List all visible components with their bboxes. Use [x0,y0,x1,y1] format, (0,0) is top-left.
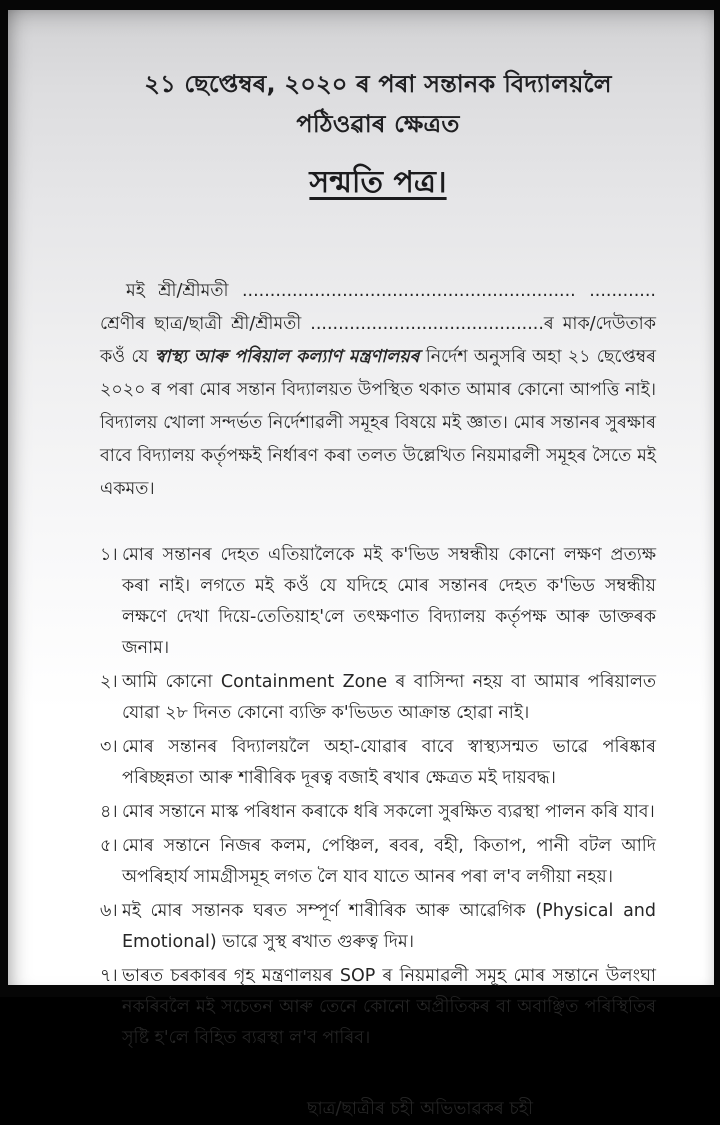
parent-name-blank-dotted-line: .......................................... [310,314,544,334]
rule-item-1 [100,540,656,664]
rule-item-4 [100,797,656,828]
document-content [8,10,714,1125]
rule-text: মই মোৰ সন্তানক ঘৰত সম্পূৰ্ণ শাৰীৰিক আৰু আৱেগিক (Physical and Emotional) ভাৱে সুস্থ ৰখাত গুৰুত্ব দিম। [122,901,656,952]
rules-list [100,540,656,1054]
rule-text: ভাৰত চৰকাৰৰ গৃহ মন্ত্ৰণালয়ৰ SOP ৰ নিয়মাৱলী সমূহ মোৰ সন্তানে উলংঘা নকৰিবলৈ মই সচেতন আৰু তেনে কোনো অপ্ৰীতিকৰ বা অবাঞ্ছিত পৰিস্থিতিৰ সৃষ্টি হ'লে বিহিত ব্যৱস্থা ল'ব পাৰিব। [122,966,656,1048]
signature-row [100,1096,656,1125]
rule-item-7 [100,961,656,1054]
name-blank-dotted-line: ............................................................ [241,281,576,301]
rule-text: মোৰ সন্তানৰ দেহত এতিয়ালৈকে মই ক'ভিড সম্বন্ধীয় কোনো লক্ষণ প্ৰত্যক্ষ কৰা নাই। লগতে মই কওঁ যে যদিহে মোৰ সন্তানৰ দেহত ক'ভিড সম্বন্ধীয় লক্ষণে দেখা দিয়ে-তেতিয়াহ'লে তৎক্ষণাত বিদ্যালয় কৰ্তৃপক্ষ আৰু ডাক্তৰক জনাম। [122,545,656,658]
rule-text: মোৰ সন্তানে মাস্ক পৰিধান কৰাকে ধৰি সকলো সুৰক্ষিত ব্যৱস্থা পালন কৰি যাব। [122,802,655,822]
rule-text: মোৰ সন্তানে নিজৰ কলম, পেঞ্চিল, ৰবৰ, বহী, কিতাপ, পানী বটল আদি অপৰিহাৰ্য সামগ্ৰীসমূহ লগত লৈ যাব যাতে আনৰ পৰা ল'ব লগীয়া নহয়। [122,836,656,887]
rule-number: ১। [100,545,118,565]
rule-number: ৩। [100,737,118,757]
rule-number: ২। [100,672,118,692]
title-block [100,66,656,209]
rule-item-5 [100,831,656,893]
form-title-line1: ২১ ছেপ্তেম্বৰ, ২০২০ ৰ পৰা সন্তানক বিদ্যালয়লৈ পঠিওৱাৰ ক্ষেত্ৰত [144,70,612,138]
rule-item-3 [100,732,656,794]
ministry-name-bold-text: স্বাস্থ্য আৰু পৰিয়াল কল্যাণ মন্ত্ৰণালয়ৰ [154,347,420,367]
rule-number: ৫। [100,836,118,856]
rule-item-2 [100,667,656,729]
signature-student-label: ছাত্ৰ/ছাত্ৰীৰ চহী [307,1099,415,1119]
rule-item-6 [100,896,656,958]
intro-class-student-text: শ্ৰেণীৰ ছাত্ৰ/ছাত্ৰী শ্ৰী/শ্ৰীমতী [100,314,311,334]
rule-number: ৭। [100,966,118,986]
rule-text: মোৰ সন্তানৰ বিদ্যালয়লৈ অহা-যোৱাৰ বাবে স্বাস্থ্যসন্মত ভাৱে পৰিষ্কাৰ পৰিচ্ছন্নতা আৰু শাৰীৰিক দূৰত্ব বজাই ৰখাৰ ক্ষেত্ৰত মই দায়বদ্ধ। [122,737,656,788]
intro-declaration-text: ৰ মাক/দেউতাক কওঁ যে [100,314,656,367]
intro-paragraph [100,275,656,506]
rule-text: আমি কোনো Containment Zone ৰ বাসিন্দা নহয় বা আমাৰ পৰিয়ালত যোৱা ২৮ দিনত কোনো ব্যক্তি ক'ভিডত আক্ৰান্ত হোৱা নাই। [122,672,656,723]
class-blank-dotted-line: ............ [589,281,656,301]
intro-opening-text: মই শ্ৰী/শ্ৰীমতী [126,281,242,301]
form-title-line2: সন্মতি পত্ৰ। [309,165,447,200]
rule-number: ৬। [100,901,118,921]
document-paper [8,10,714,1119]
rule-number: ৪। [100,802,118,822]
intro-body-text: নিৰ্দেশ অনুসৰি অহা ২১ ছেপ্তেম্বৰ ২০২০ ৰ পৰা মোৰ সন্তান বিদ্যালয়ত উপস্থিত থকাত আমাৰ কোনো আপত্তি নাই। বিদ্যালয় খোলা সন্দৰ্ভত নিৰ্দেশাৱলী সমূহৰ বিষয়ে মই জ্ঞাত। মোৰ সন্তানৰ সুৰক্ষাৰ বাবে বিদ্যালয় কৰ্তৃপক্ষই নিৰ্ধাৰণ কৰা তলত উল্লেখিত নিয়মাৱলী সমূহৰ সৈতে মই একমত। [100,347,656,499]
signature-guardian-label: অভিভাৱকৰ চহী [420,1099,533,1119]
